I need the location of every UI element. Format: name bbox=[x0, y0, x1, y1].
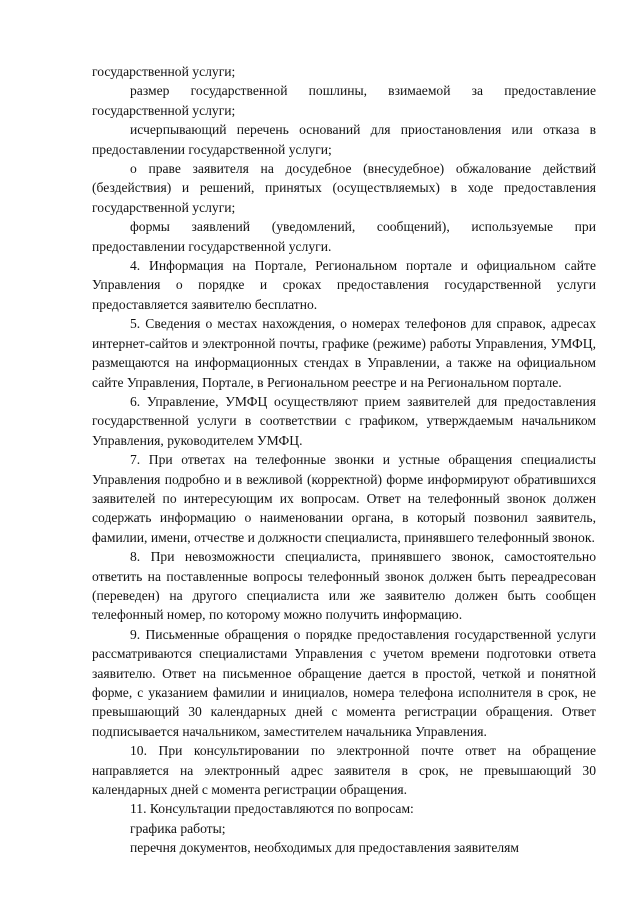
paragraph-documents-list: перечня документов, необходимых для предоставления заявителям bbox=[130, 840, 520, 856]
paragraph-item-10: 10. При консультировании по электронной почте ответ на обращение направляется на электронный адрес заявителя в срок, не превышающий 30 календарных дней с момента регистрации обращения. bbox=[92, 743, 596, 798]
document-body bbox=[92, 62, 596, 858]
paragraph-appeal-right: о праве заявителя на досудебное (внесудебное) обжалование действий (бездействия) и решений, принятых (осуществляемых) в ходе предоставления государственной услуги; bbox=[92, 161, 596, 215]
paragraph-item-7: 7. При ответах на телефонные звонки и устные обращения специалисты Управления подробно и в вежливой (корректной) форме информируют обратившихся заявителей по интересующим их вопросам. Ответ на телефонный звонок должен содержать информацию о наименовании органа, в который позвонил заявитель, фамилии, имени, отчестве и должности специалиста, принявшего телефонный звонок. bbox=[92, 452, 596, 545]
paragraph-item-9: 9. Письменные обращения о порядке предоставления государственной услуги рассматриваются специалистами Управления с учетом времени подготовки ответа заявителю. Ответ на письменное обращение дается в простой, четкой и понятной форме, с указанием фамилии и инициалов, номера телефона исполнителя в срок, не превышающий 30 календарных дней с момента регистрации обращения. Ответ подписывается начальником, заместителем начальника Управления. bbox=[92, 626, 596, 739]
paragraph-item-6: 6. Управление, УМФЦ осуществляют прием заявителей для предоставления государственной услуги в соответствии с графиком, утверждаемым начальником Управления, руководителем УМФЦ. bbox=[92, 393, 596, 448]
paragraph-item-11: 11. Консультации предоставляются по вопросам: bbox=[130, 801, 414, 817]
paragraph-continuation: государственной услуги; bbox=[92, 64, 236, 79]
paragraph-work-schedule: графика работы; bbox=[130, 820, 226, 836]
paragraph-item-8: 8. При невозможности специалиста, принявшего звонок, самостоятельно ответить на поставленные вопросы телефонный звонок должен быть переадресован (переведен) на другого специалиста или же заявителю должен быть сообщен телефонный номер, по которому можно получить информацию. bbox=[92, 549, 596, 623]
paragraph-fee-size: размер государственной пошлины, взимаемой за предоставление государственной услуги; bbox=[92, 83, 596, 118]
paragraph-refusal-grounds: исчерпывающий перечень оснований для приостановления или отказа в предоставлении государственной услуги; bbox=[92, 122, 596, 157]
paragraph-application-forms: формы заявлений (уведомлений, сообщений), используемые при предоставлении государственной услуги. bbox=[92, 219, 596, 254]
paragraph-item-4: 4. Информация на Портале, Региональном портале и официальном сайте Управления о порядке и сроках предоставления государственной услуги предоставляется заявителю бесплатно. bbox=[92, 258, 596, 312]
paragraph-item-5: 5. Сведения о местах нахождения, о номерах телефонов для справок, адресах интернет-сайтов и электронной почты, графике (режиме) работы Управления, УМФЦ, размещаются на информационных стендах в Управлении, а также на официальном сайте Управления, Портале, в Региональном реестре и на Региональном портале. bbox=[92, 316, 596, 390]
